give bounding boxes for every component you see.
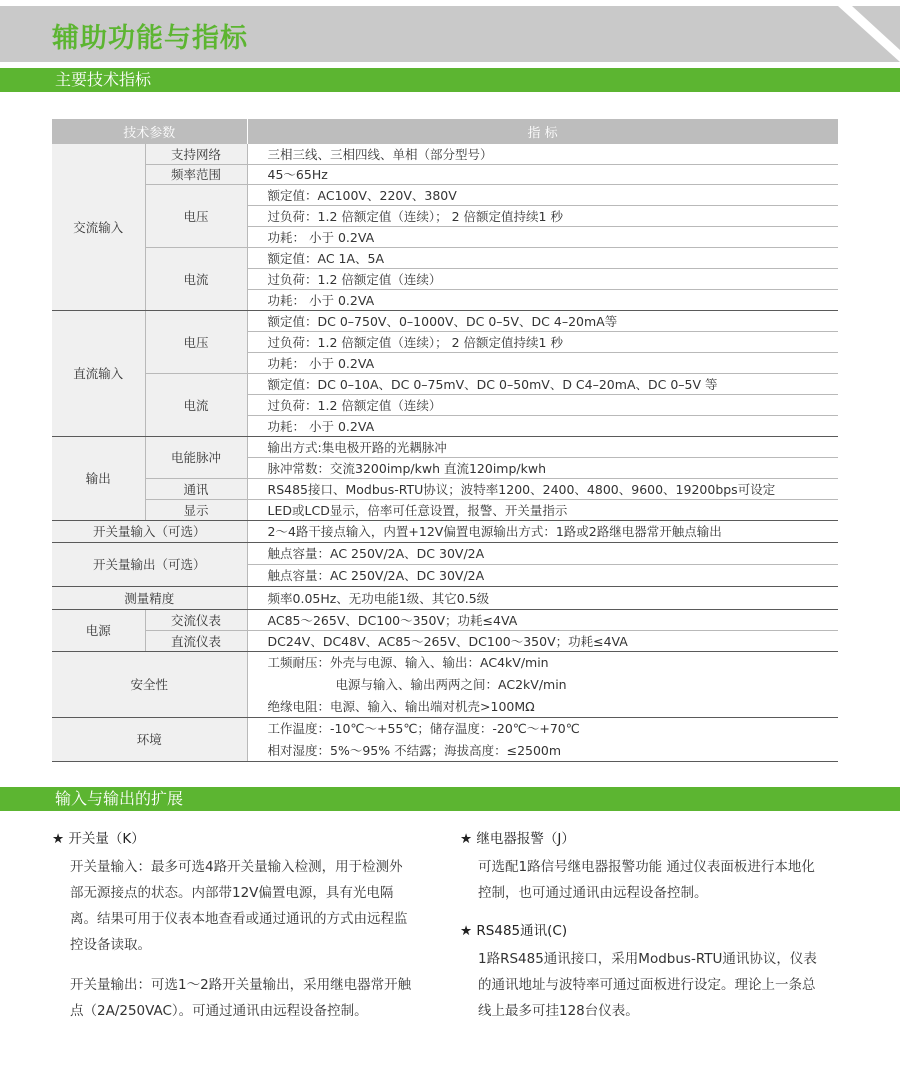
table-header-value: 指 标 [247, 119, 838, 144]
row-key: 显示 [145, 499, 247, 520]
row-value: 工作温度：-10℃～+55℃；储存温度：-20℃～+70℃ [267, 721, 580, 737]
row-key: 交流仪表 [145, 609, 247, 630]
row-value: 功耗： 小于 0.2VA [247, 415, 838, 436]
row-key: 频率范围 [145, 164, 247, 184]
feature-j-text: 可选配1路信号继电器报警功能 通过仪表面板进行本地化控制，也可通过通讯由远程设备控制。 [478, 859, 815, 901]
row-value: 过负荷：1.2 倍额定值（连续）； 2 倍额定值持续1 秒 [247, 205, 838, 226]
row-key: 电能脉冲 [145, 436, 247, 478]
row-value: 触点容量：AC 250V/2A、DC 30V/2A [247, 542, 838, 564]
row-value: 功耗： 小于 0.2VA [247, 226, 838, 247]
section-title-expansion: 输入与输出的扩展 [0, 787, 900, 811]
table-row [52, 144, 838, 164]
table-row [52, 520, 838, 542]
feature-k-input-text: 开关量输入：最多可选4路开关量输入检测，用于检测外部无源接点的状态。内部带12V偏置电源，具有光电隔离。结果可用于仪表本地查看或通过通讯的方式由远程监控设备读取。 [70, 859, 408, 953]
feature-c-text: 1路RS485通讯接口，采用Modbus-RTU通讯协议，仪表的通讯地址与波特率可通过面板进行设定。理论上一条总线上最多可挂128台仪表。 [478, 951, 817, 1019]
feature-title-j-text: 继电器报警（J） [476, 831, 575, 847]
feature-title-j [460, 826, 860, 852]
row-value: 额定值：AC 1A、5A [247, 247, 838, 268]
table-row [52, 651, 838, 673]
row-value: 功耗： 小于 0.2VA [247, 289, 838, 310]
row-key: 支持网络 [145, 144, 247, 164]
star-icon: ★ [460, 831, 473, 847]
page-title: 辅助功能与指标 [52, 23, 248, 54]
table-row [52, 609, 838, 630]
star-icon: ★ [52, 831, 65, 847]
row-value: 45～65Hz [247, 164, 838, 184]
features-left-column [52, 826, 412, 1024]
row-value: 过负荷：1.2 倍额定值（连续）； 2 倍额定值持续1 秒 [247, 331, 838, 352]
row-key: 开关量输出（可选） [52, 542, 247, 586]
row-value: 电源与输入、输出两两之间：AC2kV/min [335, 677, 567, 692]
row-value: 三相三线、三相四线、单相（部分型号） [247, 144, 838, 164]
row-value: 功耗： 小于 0.2VA [247, 352, 838, 373]
group-power: 电源 [52, 609, 145, 651]
group-ac-input: 交流输入 [52, 144, 145, 310]
features-right-column [460, 826, 860, 1024]
table-row [52, 630, 838, 651]
row-key: 直流仪表 [145, 630, 247, 651]
row-value: 额定值：DC 0–750V、0–1000V、DC 0–5V、DC 4–20mA等 [247, 310, 838, 331]
group-environment: 环境 [52, 717, 247, 761]
feature-k-output-text: 开关量输出：可选1～2路开关量输出，采用继电器常开触点（2A/250VAC）。可通过通讯由远程设备控制。 [70, 977, 412, 1019]
row-value: 额定值：DC 0–10A、DC 0–75mV、DC 0–50mV、D C4–20mA、DC 0–5V 等 [247, 373, 838, 394]
spec-table [52, 119, 839, 762]
row-key-voltage: 电压 [145, 184, 247, 247]
row-key-current: 电流 [145, 247, 247, 310]
table-header-param: 技术参数 [52, 119, 247, 144]
row-value: 相对湿度：5%～95% 不结露；海拔高度：≤2500m [247, 739, 838, 761]
table-row [52, 478, 838, 499]
row-key-voltage: 电压 [145, 310, 247, 373]
row-key: 测量精度 [52, 586, 247, 609]
table-row [52, 373, 838, 394]
table-row [52, 247, 838, 268]
feature-title-k [52, 826, 412, 852]
row-key: 开关量输入（可选） [52, 520, 247, 542]
row-value: 脉冲常数：交流3200imp/kwh 直流120imp/kwh [247, 457, 838, 478]
star-icon: ★ [460, 923, 473, 939]
table-row [52, 164, 838, 184]
group-safety: 安全性 [52, 651, 247, 717]
section-title-specs: 主要技术指标 [0, 68, 900, 92]
row-value: 触点容量：AC 250V/2A、DC 30V/2A [247, 564, 838, 586]
table-row [52, 717, 838, 739]
table-header-row [52, 119, 838, 144]
row-value: DC24V、DC48V、AC85～265V、DC100～350V；功耗≤4VA [247, 630, 838, 651]
table-row [52, 436, 838, 457]
row-value: 过负荷：1.2 倍额定值（连续） [247, 394, 838, 415]
row-value: 输出方式:集电极开路的光耦脉冲 [247, 436, 838, 457]
row-key-current: 电流 [145, 373, 247, 436]
row-value: 过负荷：1.2 倍额定值（连续） [247, 268, 838, 289]
feature-title-c-text: RS485通讯(C) [476, 923, 568, 939]
table-row [52, 184, 838, 205]
row-value: 2～4路干接点输入，内置+12V偏置电源输出方式：1路或2路继电器常开触点输出 [247, 520, 838, 542]
table-row [52, 310, 838, 331]
row-value: AC85～265V、DC100～350V；功耗≤4VA [247, 609, 838, 630]
group-output: 输出 [52, 436, 145, 520]
table-row [52, 542, 838, 564]
row-value: 频率0.05Hz、无功电能1级、其它0.5级 [247, 586, 838, 609]
row-value: 工频耐压：外壳与电源、输入、输出：AC4kV/min [267, 655, 549, 671]
row-value: LED或LCD显示，倍率可任意设置，报警、开关量指示 [247, 499, 838, 520]
feature-title-c [460, 918, 860, 944]
table-row [52, 586, 838, 609]
table-row [52, 499, 838, 520]
feature-title-k-text: 开关量（K） [68, 831, 145, 847]
row-value: 额定值：AC100V、220V、380V [247, 184, 838, 205]
row-key: 通讯 [145, 478, 247, 499]
group-dc-input: 直流输入 [52, 310, 145, 436]
row-value: RS485接口、Modbus-RTU协议；波特率1200、2400、4800、9600、19200bps可设定 [247, 478, 838, 499]
row-value: 绝缘电阻：电源、输入、输出端对机壳>100MΩ [247, 695, 838, 717]
